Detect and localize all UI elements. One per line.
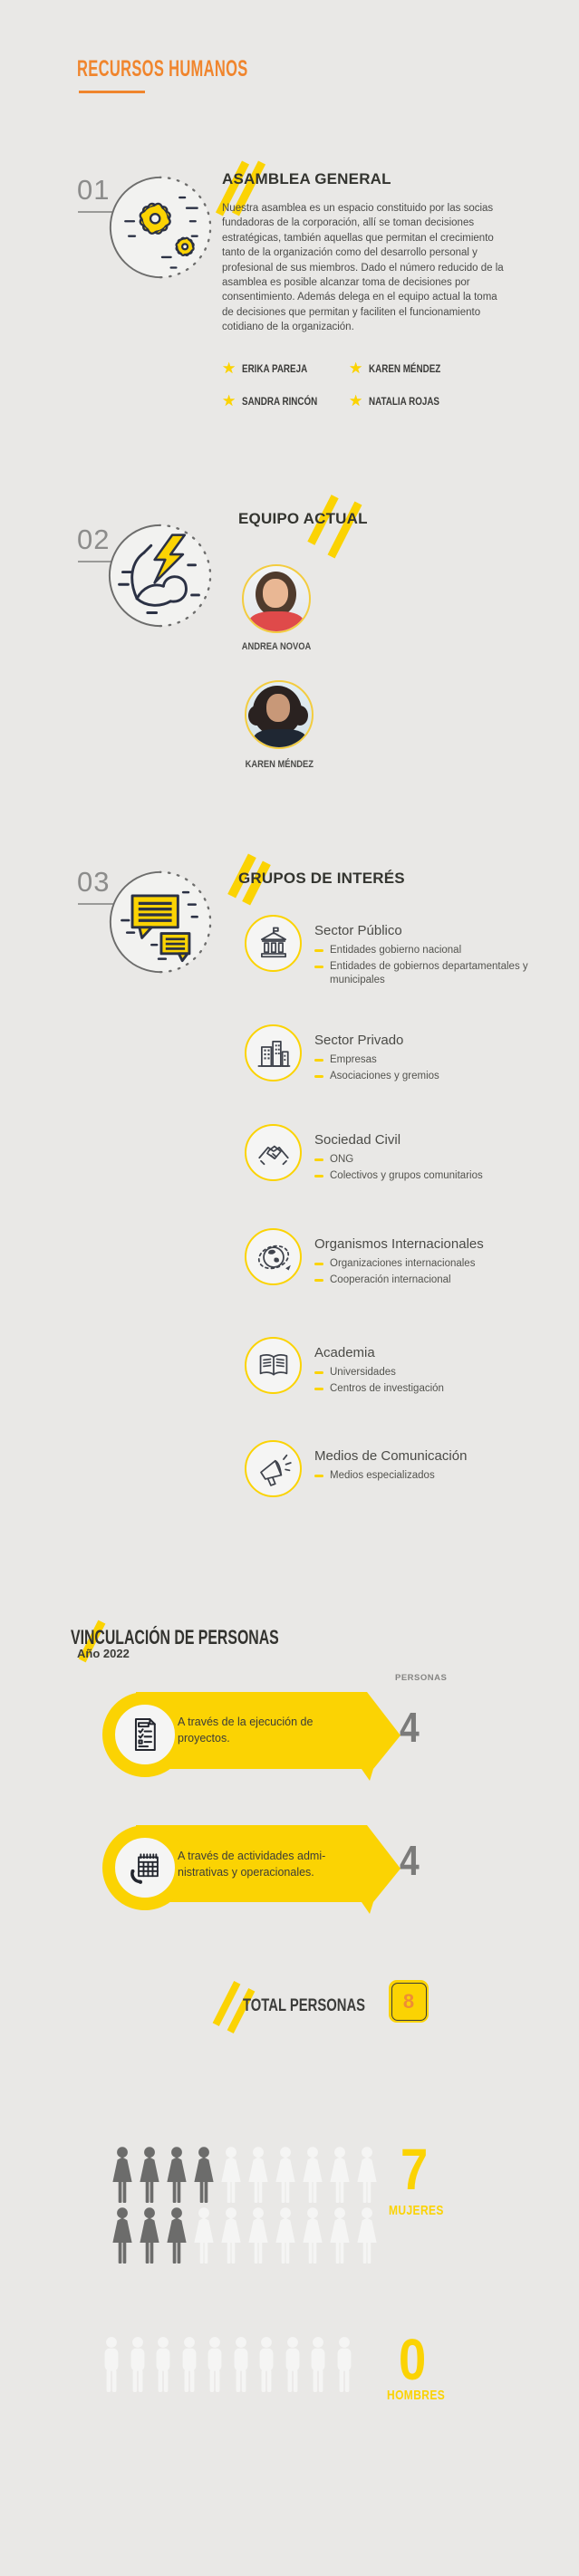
- group-item: Universidades: [314, 1366, 552, 1379]
- dash-bullet-icon: [314, 966, 323, 969]
- group-title: Sector Privado: [314, 1033, 404, 1048]
- dash-bullet-icon: [314, 949, 323, 953]
- female-pictogram: [140, 2207, 159, 2264]
- male-pictogram: [101, 2337, 121, 2394]
- women-pictogram-row: [112, 2147, 384, 2204]
- group-title: Organismos Internacionales: [314, 1236, 484, 1252]
- stakeholder-group: [245, 915, 552, 990]
- globe-plane-icon: [245, 1228, 302, 1285]
- male-pictogram: [334, 2337, 354, 2394]
- total-personas-value: 8: [402, 1989, 415, 2013]
- group-item: Centros de investigación: [314, 1382, 552, 1396]
- government-building-icon: [245, 915, 302, 972]
- total-personas-box: [389, 1980, 429, 2023]
- star-icon: ★: [349, 392, 363, 409]
- dash-bullet-icon: [314, 1263, 323, 1266]
- checklist-document-icon: [102, 1692, 188, 1777]
- female-pictogram: [112, 2147, 132, 2204]
- female-pictogram: [275, 2147, 295, 2204]
- female-pictogram: [303, 2207, 323, 2264]
- dash-bullet-icon: [314, 1158, 323, 1162]
- male-pictogram: [308, 2337, 328, 2394]
- star-icon: ★: [222, 360, 236, 377]
- personas-value: 4: [400, 1837, 420, 1884]
- group-title: Sector Público: [314, 923, 402, 938]
- section-01-title: ASAMBLEA GENERAL: [222, 170, 391, 187]
- city-buildings-icon: [245, 1024, 302, 1081]
- male-pictogram: [231, 2337, 251, 2394]
- page-title: RECURSOS HUMANOS: [77, 56, 248, 82]
- member-item: [349, 360, 457, 376]
- female-pictogram: [330, 2207, 350, 2264]
- star-icon: ★: [222, 392, 236, 409]
- megaphone-icon: [245, 1440, 302, 1497]
- dash-bullet-icon: [314, 1175, 323, 1178]
- arrow-label: A través de actividades admi- nistrativas y operacionales.: [178, 1850, 326, 1879]
- avatar: [242, 564, 311, 633]
- section-01-body: Nuestra asamblea es un espacio constituido por las socias fundadoras de la corporación, allí se toman decisiones estratégicas, también aquellas que permitan el crecimiento tanto de la organización como del desarrollo personal y profesional de sus miembros. Dado el número reducido de la asamblea es posible alcanzar toma de decisiones por consentimiento. Además delega en el equipo actual la toma de decisiones que permitan y faciliten el funcionamiento cotidiano de la organización.: [222, 203, 504, 333]
- dash-bullet-icon: [314, 1371, 323, 1375]
- female-pictogram: [140, 2147, 159, 2204]
- total-personas-label: TOTAL PERSONAS: [243, 1996, 366, 2015]
- team-member-name: KAREN MÉNDEZ: [245, 759, 314, 770]
- member-name: SANDRA RINCÓN: [242, 394, 318, 408]
- men-pictogram-row: [101, 2337, 360, 2394]
- dash-bullet-icon: [314, 1279, 323, 1283]
- title-underline: [79, 91, 145, 93]
- male-pictogram: [256, 2337, 276, 2394]
- female-pictogram: [194, 2147, 214, 2204]
- stakeholder-group: [245, 1337, 552, 1399]
- dash-bullet-icon: [314, 1388, 323, 1391]
- gears-icon: [106, 173, 215, 282]
- men-count: 0: [399, 2327, 427, 2392]
- handshake-icon: [245, 1124, 302, 1181]
- dash-bullet-icon: [314, 1475, 323, 1478]
- female-pictogram: [275, 2207, 295, 2264]
- group-item: Entidades gobierno nacional: [314, 944, 552, 957]
- member-item: [222, 360, 322, 376]
- female-pictogram: [194, 2207, 214, 2264]
- female-pictogram: [330, 2147, 350, 2204]
- member-name: NATALIA ROJAS: [369, 394, 440, 408]
- women-count: 7: [400, 2137, 429, 2202]
- group-item: Asociaciones y gremios: [314, 1070, 552, 1083]
- dash-bullet-icon: [314, 1075, 323, 1079]
- section-03-title: GRUPOS DE INTERÉS: [238, 870, 405, 887]
- vinculacion-title: VINCULACIÓN DE PERSONAS: [71, 1626, 279, 1648]
- group-title: Sociedad Civil: [314, 1132, 401, 1148]
- group-title: Academia: [314, 1345, 375, 1360]
- male-pictogram: [153, 2337, 173, 2394]
- section-01-number: 01: [77, 174, 111, 206]
- group-title: Medios de Comunicación: [314, 1448, 468, 1464]
- member-item: [222, 393, 334, 409]
- member-name: KAREN MÉNDEZ: [369, 361, 441, 375]
- women-pictogram-row: [112, 2207, 384, 2264]
- personas-value: 4: [400, 1704, 420, 1751]
- open-book-icon: [245, 1337, 302, 1394]
- female-pictogram: [248, 2147, 268, 2204]
- group-item: Entidades de gobiernos departamentales y municipales: [314, 960, 552, 987]
- member-name: ERIKA PAREJA: [242, 361, 308, 375]
- group-item: Colectivos y grupos comunitarios: [314, 1169, 552, 1183]
- section-02-title: EQUIPO ACTUAL: [238, 510, 368, 527]
- male-pictogram: [283, 2337, 303, 2394]
- female-pictogram: [248, 2207, 268, 2264]
- female-pictogram: [357, 2147, 377, 2204]
- stakeholder-group: [245, 1228, 552, 1290]
- star-icon: ★: [349, 360, 363, 377]
- chat-bubbles-icon: [106, 868, 215, 976]
- stakeholder-group: [245, 1440, 552, 1497]
- female-pictogram: [167, 2147, 187, 2204]
- member-item: [349, 393, 455, 409]
- female-pictogram: [112, 2207, 132, 2264]
- stakeholder-group: [245, 1024, 552, 1086]
- female-pictogram: [303, 2147, 323, 2204]
- arrow-label: A través de la ejecución de proyectos.: [178, 1716, 314, 1745]
- personas-column-header: PERSONAS: [395, 1673, 448, 1683]
- male-pictogram: [205, 2337, 225, 2394]
- group-item: Organizaciones internacionales: [314, 1257, 552, 1271]
- group-item: ONG: [314, 1153, 552, 1167]
- calendar-phone-icon: [102, 1825, 188, 1910]
- team-member-name: ANDREA NOVOA: [241, 641, 312, 652]
- male-pictogram: [179, 2337, 199, 2394]
- men-label: HOMBRES: [387, 2388, 446, 2403]
- female-pictogram: [167, 2207, 187, 2264]
- group-item: Empresas: [314, 1053, 552, 1067]
- avatar: [245, 680, 314, 749]
- group-item: Cooperación internacional: [314, 1274, 552, 1287]
- male-pictogram: [128, 2337, 148, 2394]
- section-03-number: 03: [77, 866, 111, 898]
- female-pictogram: [221, 2147, 241, 2204]
- group-item: Medios especializados: [314, 1469, 552, 1483]
- dash-bullet-icon: [314, 1059, 323, 1062]
- female-pictogram: [357, 2207, 377, 2264]
- women-label: MUJERES: [389, 2203, 444, 2218]
- section-02-number: 02: [77, 524, 111, 555]
- muscle-lightning-icon: [105, 521, 215, 630]
- stakeholder-group: [245, 1124, 552, 1186]
- female-pictogram: [221, 2207, 241, 2264]
- vinculacion-year: Año 2022: [77, 1647, 130, 1660]
